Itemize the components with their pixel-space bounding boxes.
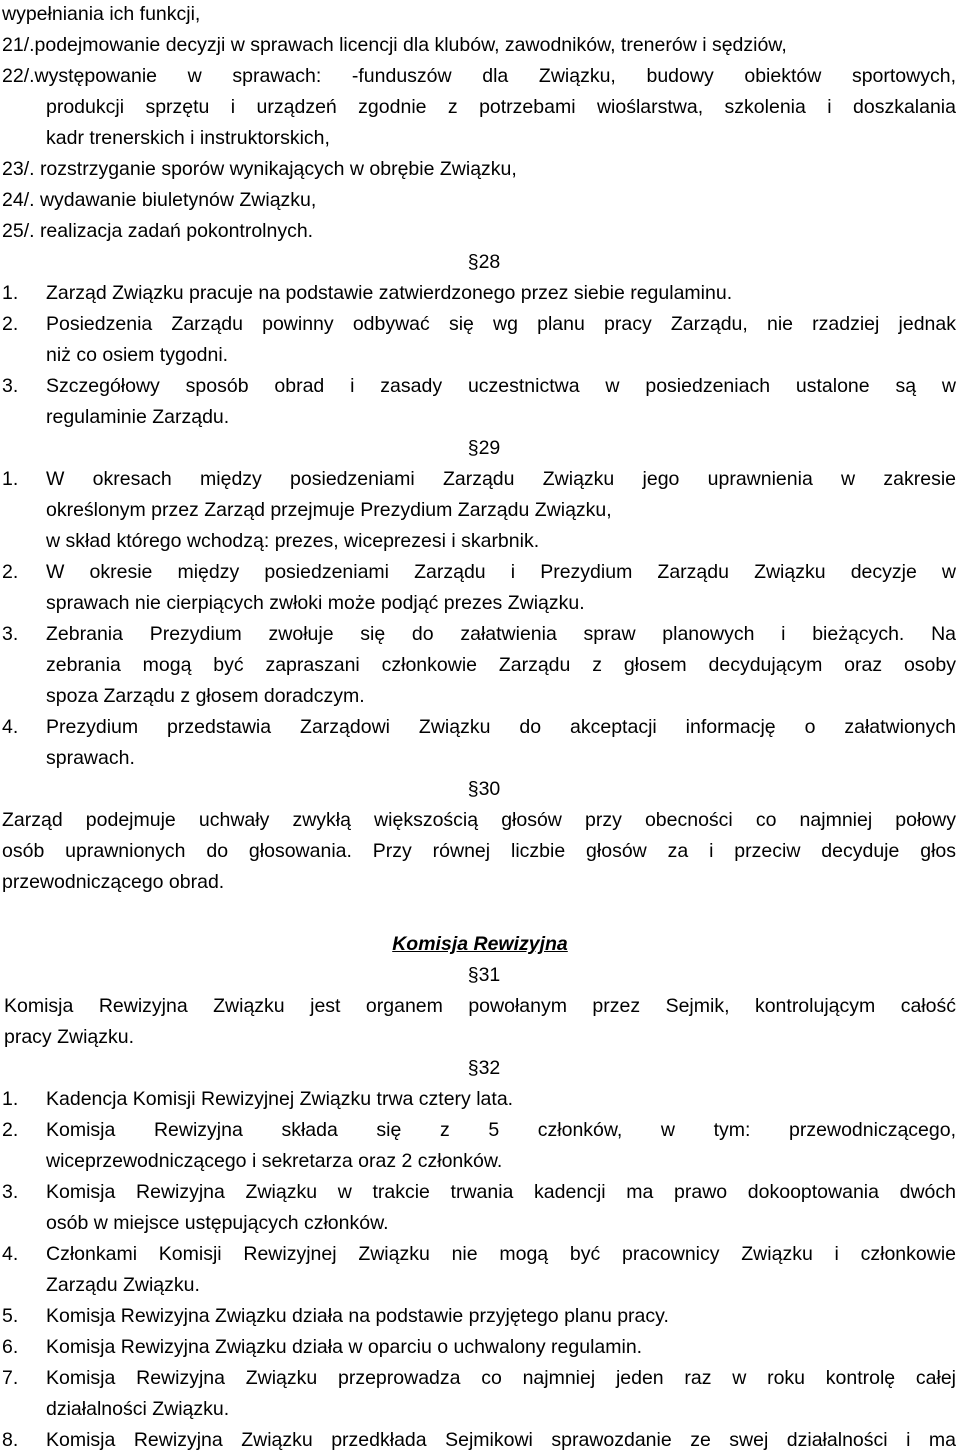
section-heading: Komisja Rewizyjna: [392, 933, 568, 955]
text-line: [0, 681, 960, 712]
paragraph-number: [0, 1053, 960, 1084]
line-text: Komisja Rewizyjna Związku jest organem powołanym przez Sejmik, kontrolującym całość: [4, 995, 956, 1017]
paragraph-number-text: 30: [478, 778, 501, 800]
text-line: [0, 1022, 960, 1053]
line-text: Zarządu Związku.: [46, 1274, 200, 1296]
line-text: W okresach między posiedzeniami Zarządu Związku jego uprawnienia w zakresie: [46, 468, 956, 490]
text-line: [0, 402, 960, 433]
section-sign: §: [467, 1057, 479, 1079]
list-number: 1.: [2, 282, 19, 304]
line-text: niż co osiem tygodni.: [46, 344, 229, 366]
line-text: Zarząd Związku pracuje na podstawie zatwierdzonego przez siebie regulaminu.: [46, 282, 733, 304]
text-line: [0, 743, 960, 774]
line-text: Zarząd podejmuje uchwały zwykłą większością głosów przy obecności co najmniej połowy: [2, 809, 956, 831]
list-item-line: [0, 1425, 960, 1456]
line-text: zebrania mogą być zapraszani członkowie Zarządu z głosem decydującym oraz osoby: [46, 654, 956, 676]
text-line: [0, 154, 960, 185]
line-text: Zebrania Prezydium zwołuje się do załatwienia spraw planowych i bieżących. Na: [46, 623, 956, 645]
section-sign: §: [467, 964, 479, 986]
list-item-line: [0, 278, 960, 309]
line-text: W okresie między posiedzeniami Zarządu i Prezydium Zarządu Związku decyzje w: [46, 561, 956, 583]
text-line: [0, 30, 960, 61]
paragraph-number: [0, 433, 960, 464]
list-number: 6.: [2, 1336, 19, 1358]
line-text: Komisja Rewizyjna Związku działa w oparciu o uchwalony regulamin.: [46, 1336, 643, 1358]
line-text: Komisja Rewizyjna Związku w trakcie trwania kadencji ma prawo dokooptowania dwóch: [46, 1181, 956, 1203]
list-item-line: [0, 309, 960, 340]
line-text: wiceprzewodniczącego i sekretarza oraz 2 członków.: [46, 1150, 503, 1172]
list-number: 4.: [2, 716, 19, 738]
list-number: 4.: [2, 1243, 19, 1265]
line-text: 22/.występowanie w sprawach: -funduszów dla Związku, budowy obiektów sportowych,: [2, 65, 956, 87]
text-line: [0, 588, 960, 619]
section-sign: §: [467, 437, 479, 459]
line-text: 24/. wydawanie biuletynów Związku,: [2, 189, 317, 211]
list-number: 5.: [2, 1305, 19, 1327]
paragraph-number: [0, 960, 960, 991]
list-item-line: [0, 1115, 960, 1146]
text-line: [0, 1394, 960, 1425]
list-number: 3.: [2, 623, 19, 645]
list-number: 1.: [2, 1088, 19, 1110]
text-line: [0, 1146, 960, 1177]
text-line: [0, 1208, 960, 1239]
paragraph-number: [0, 774, 960, 805]
list-item-line: [0, 712, 960, 743]
list-number: 3.: [2, 375, 19, 397]
list-item-line: [0, 1239, 960, 1270]
list-item-line: [0, 1363, 960, 1394]
text-line: [0, 805, 960, 836]
line-text: Kadencja Komisji Rewizyjnej Związku trwa cztery lata.: [46, 1088, 514, 1110]
text-line: [0, 340, 960, 371]
text-line: [0, 867, 960, 898]
list-item-line: [0, 371, 960, 402]
line-text: produkcji sprzętu i urządzeń zgodnie z potrzebami wioślarstwa, szkolenia i doszkalania: [46, 96, 956, 118]
line-text: Członkami Komisji Rewizyjnej Związku nie mogą być pracownicy Związku i członkowie: [46, 1243, 956, 1265]
text-line: [0, 836, 960, 867]
paragraph-number-text: 32: [478, 1057, 501, 1079]
line-text: regulaminie Zarządu.: [46, 406, 230, 428]
list-number: 8.: [2, 1429, 19, 1451]
list-item-line: [0, 1332, 960, 1363]
section-sign: §: [467, 778, 479, 800]
paragraph-number-text: 28: [478, 251, 501, 273]
text-line: [0, 1270, 960, 1301]
line-text: działalności Związku.: [46, 1398, 230, 1420]
line-text: 25/. realizacja zadań pokontrolnych.: [2, 220, 314, 242]
line-text: określonym przez Zarząd przejmuje Prezydium Zarządu Związku,: [46, 499, 612, 521]
text-line: [0, 123, 960, 154]
line-text: Posiedzenia Zarządu powinny odbywać się wg planu pracy Zarządu, nie rzadziej jednak: [46, 313, 956, 335]
paragraph-number-text: 29: [478, 437, 501, 459]
line-text: w skład którego wchodzą: prezes, wiceprezesi i skarbnik.: [46, 530, 540, 552]
line-text: pracy Związku.: [4, 1026, 135, 1048]
line-text: Szczegółowy sposób obrad i zasady uczestnictwa w posiedzeniach ustalone są w: [46, 375, 956, 397]
line-text: Komisja Rewizyjna składa się z 5 członków, w tym: przewodniczącego,: [46, 1119, 956, 1141]
line-text: 21/.podejmowanie decyzji w sprawach licencji dla klubów, zawodników, trenerów i sędziów,: [2, 34, 787, 56]
list-number: 2.: [2, 1119, 19, 1141]
paragraph-number: [0, 247, 960, 278]
list-number: 2.: [2, 561, 19, 583]
line-text: osób uprawnionych do głosowania. Przy równej liczbie głosów za i przeciw decyduje głos: [2, 840, 956, 862]
text-line: [0, 92, 960, 123]
list-number: 2.: [2, 313, 19, 335]
line-text: przewodniczącego obrad.: [2, 871, 225, 893]
line-text: osób w miejsce ustępujących członków.: [46, 1212, 389, 1234]
list-item-line: [0, 557, 960, 588]
line-text: Prezydium przedstawia Zarządowi Związku do akceptacji informację o załatwionych: [46, 716, 956, 738]
line-text: sprawach nie cierpiących zwłoki może podjąć prezes Związku.: [46, 592, 585, 614]
line-text: Komisja Rewizyjna Związku przeprowadza co najmniej jeden raz w roku kontrolę całej: [46, 1367, 956, 1389]
list-item-line: [0, 1301, 960, 1332]
line-text: Komisja Rewizyjna Związku działa na podstawie przyjętego planu pracy.: [46, 1305, 669, 1327]
list-item-line: [0, 1084, 960, 1115]
text-line: [0, 495, 960, 526]
text-line: [0, 185, 960, 216]
list-item-line: [0, 619, 960, 650]
list-item-line: [0, 464, 960, 495]
line-text: kadr trenerskich i instruktorskich,: [46, 127, 330, 149]
list-number: 3.: [2, 1181, 19, 1203]
text-line: [0, 650, 960, 681]
list-number: 1.: [2, 468, 19, 490]
line-text: sprawach.: [46, 747, 135, 769]
line-text: Komisja Rewizyjna Związku przedkłada Sejmikowi sprawozdanie ze swej działalności i ma: [46, 1429, 956, 1451]
text-line: [0, 61, 960, 92]
list-number: 7.: [2, 1367, 19, 1389]
paragraph-number-text: 31: [478, 964, 501, 986]
line-text: 23/. rozstrzyganie sporów wynikających w obrębie Związku,: [2, 158, 517, 180]
section-sign: §: [467, 251, 479, 273]
list-item-line: [0, 1177, 960, 1208]
text-line: [0, 216, 960, 247]
text-line: [0, 991, 960, 1022]
line-text: wypełniania ich funkcji,: [2, 3, 201, 25]
text-line: [0, 0, 960, 30]
line-text: spoza Zarządu z głosem doradczym.: [46, 685, 365, 707]
text-line: [0, 526, 960, 557]
